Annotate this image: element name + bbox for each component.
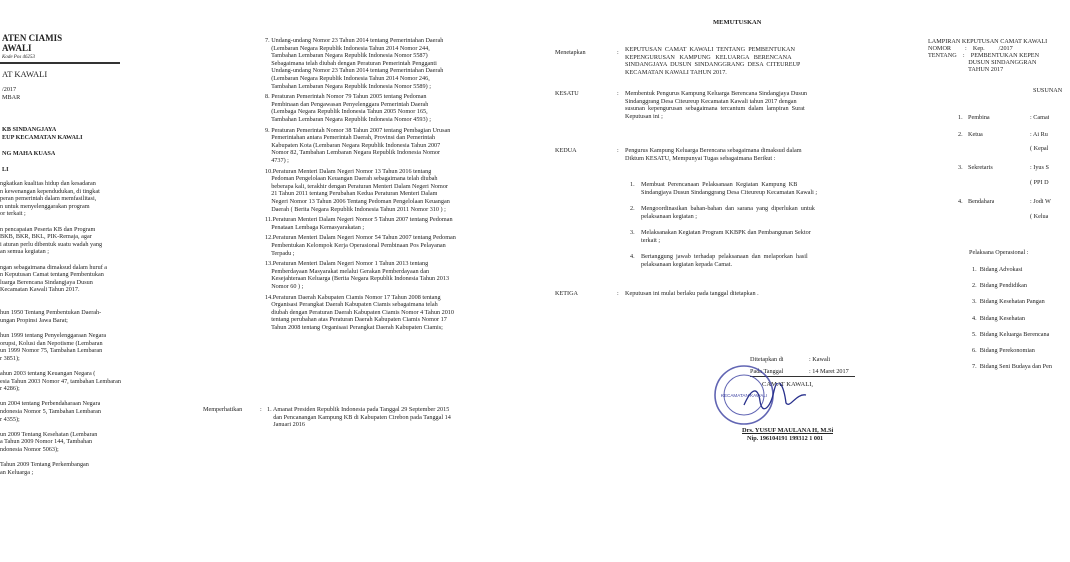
legal-basis-line: Nomor 60 ) ; <box>265 283 304 290</box>
bidang-item: 4. Bidang Kesehatan <box>972 314 1025 322</box>
legal-basis-line: Tambahan Lembaran Negara Republik Indonesia Nomor 5589) ; <box>265 82 431 90</box>
kesatu_text-line: Keputusan ini ; <box>625 112 663 120</box>
legal-basis-line: Kesejahteraan Keluarga (Berita Negara Republik Indonesia Tahun 2013 <box>265 275 450 283</box>
bidang-item: 1. Bidang Advokasi <box>972 266 1023 273</box>
legal-basis-line: (Lembaran Negara Republik Indonesia Tahun 2014 Nomor 246, <box>265 75 430 82</box>
bidang-item: 5. Bidang Keluarga Berencana <box>972 330 1050 338</box>
committee-member: ( PPI D <box>1030 179 1049 186</box>
sig-date-label: Pada Tanggal <box>750 368 784 375</box>
bidang-item: 3. Bidang Kesehatan Pangan <box>972 298 1045 306</box>
legal-basis-line: 11.Peraturan Menteri Dalam Negeri Nomor 5 Tahun 2007 tentang Pedoman <box>265 216 453 224</box>
consideration-line: hun 1999 tentang Penyelenggaraan Negara <box>0 332 107 339</box>
consideration-line: orupsi, Kolusi dan Nepotisme (Lembaran <box>0 339 103 347</box>
legal-basis-line: tentang perubahan atas Peraturan Daerah Kabupaten Ciamis Nomor 17 <box>265 316 447 324</box>
consideration-line: r 3851); <box>0 354 20 362</box>
regency-header: ATEN CIAMIS <box>2 33 63 43</box>
memperhatikan-colon: : <box>260 406 262 413</box>
sig-office: CAMAT KAWALI, <box>762 381 813 388</box>
office-title: AT KAWALI <box>2 70 48 79</box>
legal-basis-line: Terpadu ; <box>265 249 295 257</box>
task-line: Melaksanakan Kegiatan Program KKBPK dan Pembangunan Sektor <box>641 229 811 236</box>
committee-role: Sekretaris <box>968 164 993 171</box>
lampiran-line2: NOMOR : Kep. /2017 <box>928 45 1013 52</box>
committee-number: 1. <box>958 114 963 121</box>
consideration-line: ungan Propinsi Jawa Barat; <box>0 316 68 324</box>
legal-basis-line: 10.Peraturan Menteri Dalam Negeri Nomor 13 Tahun 2016 tentang <box>265 167 432 175</box>
legal-basis-line: Kabupaten Kota (Lembaran Negara Republik Indonesia Tahun 2007 <box>265 141 441 149</box>
task-number: 2. <box>630 205 635 212</box>
sig-nip: Nip. 196104191 199312 1 001 <box>747 435 824 442</box>
consideration-line: r 4286); <box>0 385 20 393</box>
decree-title-line4: LI <box>2 166 9 173</box>
committee-member: : Camat <box>1030 114 1050 121</box>
document-page-2 <box>170 0 535 562</box>
legal-basis-line: 12.Peraturan Menteri Dalam Negeri Nomor 54 Tahun 2007 tentang Pedoman <box>265 234 456 242</box>
lampiran-line4: DUSUN SINDANGGRAN <box>928 59 1037 66</box>
ketiga-colon: : <box>617 290 619 297</box>
committee-role: Bendahara <box>968 198 995 205</box>
consideration-line: n pencapaian Peserta KB dan Program <box>0 225 96 233</box>
legal-basis-line: beberapa kali, terakhir dengan Peraturan Menteri Dalam Negeri Nomor <box>265 182 448 190</box>
legal-basis-line: Tambahan Lembaran Negara Republik Indonesia Nomor 4593) ; <box>265 116 431 123</box>
menetapkan-label: Menetapkan <box>555 49 586 56</box>
lampiran-line1: LAMPIRAN KEPUTUSAN CAMAT KAWALI <box>928 38 1048 45</box>
decree-title-line3: NG MAHA KUASA <box>2 150 56 157</box>
kesatu-label: KESATU <box>555 90 579 97</box>
task-number: 4. <box>630 253 635 260</box>
task-line: Sindangjaya Dusun Sindanggrang Desa Citeureup Kecamatan Kawali ; <box>641 188 818 196</box>
document-page-3 <box>535 0 920 562</box>
susunan-heading: SUSUNAN <box>1033 87 1063 94</box>
consideration-line: n kewenangan kependudukan, di tingkat <box>0 187 100 195</box>
legal-basis-line: Sebagaimana telah diubah dengan Peraturan Pemerintah Pengganti <box>265 59 437 67</box>
memutuskan-heading: MEMUTUSKAN <box>713 19 762 26</box>
consideration-line: luarga Berencana Sindangjaya Dusun <box>0 278 93 286</box>
legal-basis-line: Pemerintahan antara Pemerintah Daerah, Provinsi dan Pemerintah <box>265 134 435 142</box>
consideration-line: ndonesia Nomor 5, Tambahan Lembaran <box>0 408 101 415</box>
consideration-line: BKB, BKR, BKL, PIK-Remaja, agar <box>0 233 92 241</box>
consideration-line: un 2004 tentang Perbendaharaan Negara <box>0 400 101 408</box>
bidang-item: 2. Bidang Pendidikan <box>972 282 1027 290</box>
consideration-line: an semua kegiatan ; <box>0 248 49 256</box>
bidang-item: 7. Bidang Seni Budaya dan Pen <box>972 363 1052 371</box>
legal-basis-line: (Lembaga Negara Republik Indonesia Tahun 2005 Nomor 165, <box>265 108 428 116</box>
consideration-line: a Tahun 2009 Nomor 144, Tambahan <box>0 438 93 446</box>
memperhatikan-line: dan Pencanangan Kampung KB di Kabupaten Cirebon pada Tanggal 14 <box>267 413 451 421</box>
legal-basis-line: Pemberdayaan Masyarakat melalui Gerakan Pemberdayaan dan <box>265 267 430 275</box>
kedua_text-line: Diktum KESATU, Mempunyai Tugas sebagaimana Berikut : <box>625 154 776 162</box>
consideration-line: r 4355); <box>0 415 20 423</box>
memperhatikan-line: Januari 2016 <box>267 421 305 429</box>
consideration-line: peran pemerintah dalam memfasilitasi, <box>0 195 97 203</box>
task-line: Bertanggung jawab terhadap pelaksanaan dan melaporkan hasil <box>641 253 808 260</box>
consideration-line: ngkatkan kualitas hidup dan kesadaran <box>0 180 96 187</box>
legal-basis-line: Tahun 2008 tentang Organisasi Perangkat Daerah Kabupaten Ciamis; <box>265 324 443 331</box>
consideration-line: hun 1950 Tentang Pembentukan Daerah- <box>0 309 102 317</box>
committee-member: ( Kepal <box>1030 145 1049 152</box>
ketiga-label: KETIGA <box>555 290 579 297</box>
task-number: 3. <box>630 229 635 236</box>
menetapkan_text-line: KEPENGURUSAN KAMPUNG KELUARGA BERENCANA <box>625 53 792 61</box>
decree-title-line1: KB SINDANGJAYA <box>2 126 57 133</box>
menetapkan_text-line: KECAMATAN KAWALI TAHUN 2017. <box>625 68 727 76</box>
kesatu_text-line: Membentuk Pengurus Kampung Keluarga Berencana Sindangjaya Dusun <box>625 90 808 97</box>
header-rule <box>0 62 120 64</box>
consideration-line: esia Tahun 2003 Nomor 47, tambahan Lembaran <box>0 377 121 385</box>
legal-basis-line: (Lembaran Negara Republik Indonesia Tahun 2014 Nomor 244, <box>265 44 430 52</box>
sig-place-label: Ditetapkan di <box>750 356 784 363</box>
document-page-4 <box>920 0 1070 562</box>
task-line: terkait ; <box>641 236 661 244</box>
memperhatikan-label: Memperhatikan <box>203 406 243 413</box>
legal-basis-line: Pembinaan dan Pengawasan Penyelenggara Pemerintah Daerah <box>265 100 429 108</box>
consideration-line: Kecamatan Kawali Tahun 2017. <box>0 286 80 294</box>
district-header: AWALI <box>2 43 32 53</box>
lampiran-line5: TAHUN 2017 <box>928 66 1004 73</box>
sig-place: : Kawali <box>809 356 831 363</box>
consideration-line: or terkait ; <box>0 210 26 218</box>
legal-basis-line: Organisasi Perangkat Daerah Kabupaten Ciamis sebagaimana telah <box>265 301 438 309</box>
sig-name: Drs. YUSUF MAULANA H, M.Si <box>742 427 834 434</box>
ketiga-text: Keputusan ini mulai berlaku pada tanggal ditetapkan . <box>625 290 759 297</box>
kedua-label: KEDUA <box>555 147 577 154</box>
legal-basis-line: 8. Peraturan Pemerintah Nomor 79 Tahun 2005 tentang Pedoman <box>265 93 427 101</box>
task-line: pelaksanaan kegiatan kepada Camat. <box>641 260 733 268</box>
consideration-line: an Keluarga ; <box>0 468 34 476</box>
legal-basis-line: Undang-undang Nomor 23 Tahun 2014 tentang Pemerintahan Daerah <box>265 67 444 75</box>
sig-date: : 14 Maret 2017 <box>809 368 849 375</box>
legal-basis-line: Pembentukan Kelompok Kerja Operasional Pembinaan Pos Pelayanan <box>265 242 446 249</box>
consideration-line: ahun 2003 tentang Keuangan Negara ( <box>0 370 96 377</box>
legal-basis-line: Tambahan Lembaran Negara Republik Indonesia Nomor 5587) <box>265 52 428 60</box>
pelaksana-heading: Pelaksana Operasional : <box>969 249 1029 256</box>
kedua_text-line: Pengurus Kampung Keluarga Berencana sebagaimana dimaksud dalam <box>625 147 802 154</box>
legal-basis-line: 21 Tahun 2011 tentang Perubahan Kedua Peraturan Menteri Dalam <box>265 190 438 198</box>
committee-number: 3. <box>958 164 963 171</box>
legal-basis-line: 9. Peraturan Pemerintah Nomor 38 Tahun 2007 tentang Pembagian Urusan <box>265 126 451 134</box>
legal-basis-line: Nomor 82, Tambahan Lembaran Negara Republik Indonesia Nomor <box>265 149 441 157</box>
legal-basis-line: Daerah ( Berita Negara Republik Indonesia Tahun 2011 Nomor 310 ) ; <box>265 205 446 213</box>
kesatu-colon: : <box>617 90 619 97</box>
kesatu_text-line: Sindanggrang Desa Citeureup Kecamatan Kawali tahun 2017 dengan <box>625 97 797 105</box>
committee-number: 2. <box>958 131 963 138</box>
consideration-line: un 1999 Nomor 75, Tambahan Lembaran <box>0 347 103 355</box>
menetapkan-colon: : <box>617 49 619 56</box>
bidang-item: 6. Bidang Perekonomian <box>972 347 1035 354</box>
legal-basis-line: 4737) ; <box>265 157 289 164</box>
consideration-line: ndonesia Nomor 5063); <box>0 446 59 453</box>
decree-about: MBAR <box>2 94 21 101</box>
task-line: pelaksanaan kegiatan ; <box>641 212 698 220</box>
consideration-line: n Keputusan Camat tentang Pembentukan <box>0 271 104 279</box>
document-page-1 <box>0 0 170 562</box>
task-line: Mengoordinasikan bahan-bahan dan sarana yang diperlukan untuk <box>641 205 815 212</box>
legal-basis-line: 13.Peraturan Menteri Dalam Negeri Nomor 1 Tahun 2013 tentang <box>265 260 429 268</box>
kedua-colon: : <box>617 147 619 154</box>
legal-basis-line: 7. Undang-undang Nomor 23 Tahun 2014 tentang Pemerintahan Daerah <box>265 37 444 44</box>
consideration-line: ngan sebagaimana dimaksud dalam huruf a <box>0 263 108 271</box>
menetapkan_text-line: KEPUTUSAN CAMAT KAWALI TENTANG PEMBENTUKAN <box>625 46 795 53</box>
committee-role: Pembina <box>968 114 990 121</box>
consideration-line: un 2009 Tentang Kesehatan (Lembaran <box>0 430 98 438</box>
committee-member: : Iyus S <box>1030 164 1049 171</box>
legal-basis-line: 14.Peraturan Daerah Kabupaten Ciamis Nomor 17 Tahun 2008 tentang <box>265 293 441 301</box>
committee-role: Ketua <box>968 131 983 138</box>
task-number: 1. <box>630 181 635 188</box>
decree-title-line2: EUP KECAMATAN KAWALI <box>2 134 83 141</box>
menetapkan_text-line: SINDANGJAYA DUSUN SINDANGGRANG DESA CITEUREUP <box>625 61 801 69</box>
stamp-text: KECAMATAN KAWALI <box>720 393 768 398</box>
committee-number: 4. <box>958 198 963 205</box>
legal-basis-line: Penataan Lembaga Kemasyarakatan ; <box>265 223 365 231</box>
kesatu_text-line: susunan kepengurusan sebagaimana tercantum dalam lampiran Surat <box>625 105 805 113</box>
consideration-line: Tahun 2009 Tentang Perkembangan <box>0 461 89 469</box>
memperhatikan-line: 1. Amanat Presiden Republik Indonesia pada Tanggal 29 September 2015 <box>267 406 450 413</box>
header-address: Kode Pos 46253 <box>2 55 36 60</box>
consideration-line: i aturan perlu dibentuk suatu wadah yang <box>0 240 103 248</box>
committee-member: : Ai Ru <box>1030 131 1048 138</box>
committee-member: ( Kelua <box>1030 213 1049 220</box>
decree-number: /2017 <box>2 86 17 93</box>
task-line: Membuat Perencanaan Pelaksanaan Kegiatan Kampung KB <box>641 181 798 188</box>
committee-member: : Jodi W <box>1030 198 1051 205</box>
legal-basis-line: Negeri Nomor 13 Tahun 2006 Tentang Pedoman Pengelolaan Keuangan <box>265 198 450 205</box>
lampiran-line3: TENTANG : PEMBENTUKAN KEPEN <box>928 52 1040 59</box>
consideration-line: n untuk menyelenggarakan program <box>0 202 90 210</box>
legal-basis-line: diubah dengan Peraturan Daerah Kabupaten Ciamis Nomor 4 Tahun 2010 <box>265 308 454 316</box>
signature-mark <box>740 383 810 413</box>
legal-basis-line: Pedoman Pengelolaan Keuangan Daerah sebagaimana telah diubah <box>265 175 438 183</box>
